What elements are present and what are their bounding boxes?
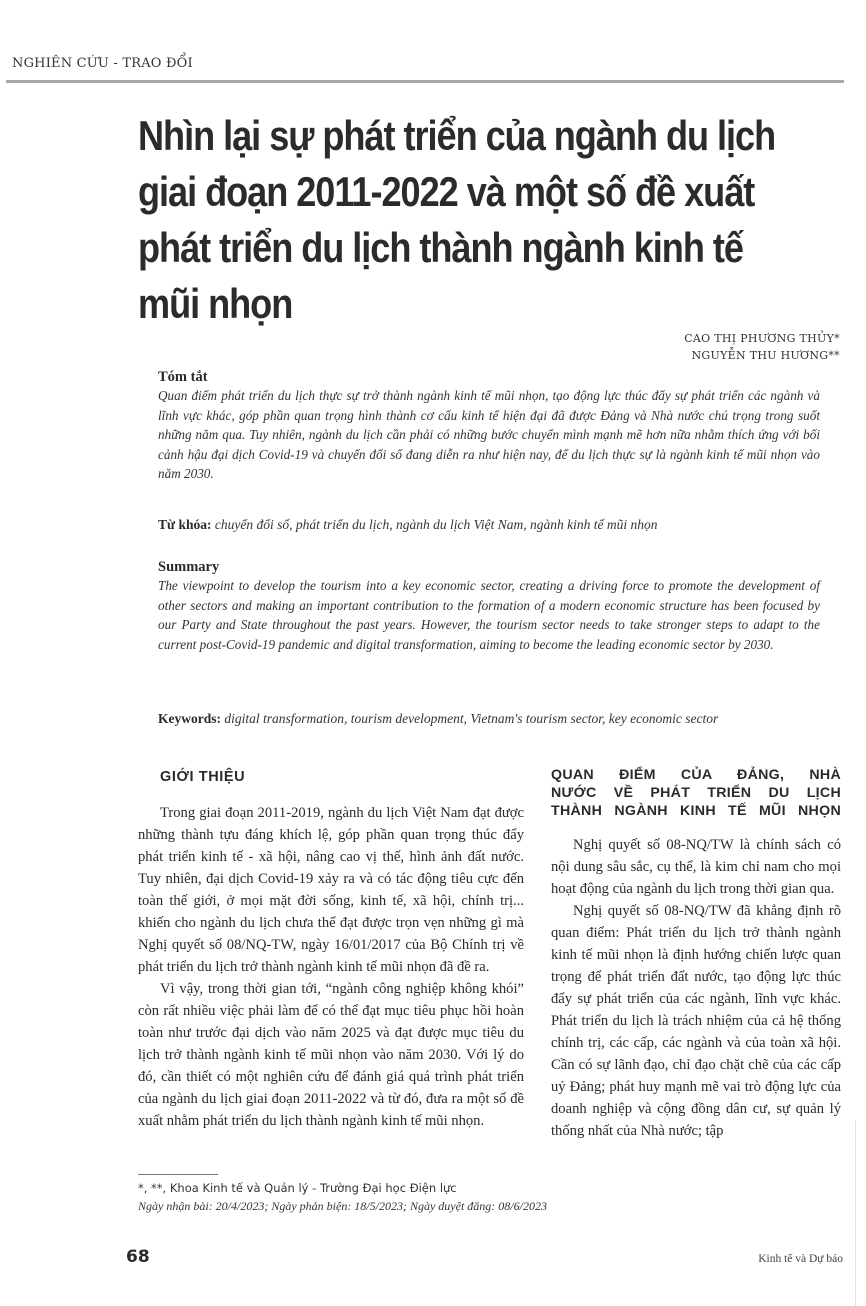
body-paragraph: Trong giai đoạn 2011-2019, ngành du lịch Việt Nam đạt được những thành tựu đáng khích lệ, góp phần quan trọng thúc đẩy phát triển kinh tế - xã hội, nâng cao vị thế, hình ảnh đất nước. Tuy nhiên, đại dịch Covid-19 xảy ra và có tác động tiêu cực đến toàn thế giới, ở mọi mặt đời sống, kinh tế, xã hội, chính trị... khiến cho ngành du lịch chưa thể đạt được trọn vẹn những gì mà Nghị quyết số 08/NQ-TW, ngày 16/01/2017 của Bộ Chính trị về phát triển du lịch trở thành ngành kinh tế mũi nhọn đã đề ra. <box>138 805 524 975</box>
page-edge-rule <box>855 1120 856 1306</box>
keywords-vietnamese <box>158 515 820 534</box>
footnote-affiliation: *, **, Khoa Kinh tế và Quản lý - Trường Đại học Điện lực <box>138 1181 457 1195</box>
footnote-dates: Ngày nhận bài: 20/4/2023; Ngày phản biện: 18/5/2023; Ngày duyệt đăng: 08/6/2023 <box>138 1199 547 1213</box>
section-heading-introduction: GIỚI THIỆU <box>160 769 246 785</box>
abstract-vietnamese <box>158 368 820 484</box>
footnote-rule <box>138 1174 218 1175</box>
abstract-text: Quan điểm phát triển du lịch thực sự trở thành ngành kinh tế mũi nhọn, tạo động lực thúc đẩy sự phát triển các ngành và lĩnh vực khác, góp phần quan trọng hình thành cơ cấu kinh tế hiện đại đã được Đảng và Nhà nước chú trọng trong suốt những năm qua. Tuy nhiên, ngành du lịch cần phải có những bước chuyển mình mạnh mẽ hơn nữa nhằm thích ứng với bối cảnh hậu đại dịch Covid-19 và chuyển đổi số đang diễn ra như hiện nay, để du lịch thực sự là ngành kinh tế mũi nhọn vào năm 2030. <box>158 388 820 481</box>
keywords-text: digital transformation, tourism development, Vietnam's tourism sector, key economic sector <box>224 711 719 726</box>
title-line: giai đoạn 2011-2022 và một số đề xuất <box>138 168 755 215</box>
section-heading-party-viewpoint <box>551 766 841 820</box>
body-paragraph: Nghị quyết số 08-NQ/TW là chính sách có nội dung sâu sắc, cụ thể, là kim chỉ nam cho mọi hoạt động của ngành du lịch trong thời gian qua. <box>551 837 841 897</box>
right-column <box>551 766 841 1142</box>
running-head-section: NGHIÊN CỨU - TRAO ĐỔI <box>12 56 193 71</box>
keywords-english <box>158 709 820 728</box>
body-paragraph: Vì vậy, trong thời gian tới, “ngành công nghiệp không khói” còn rất nhiều việc phải làm để có thể đạt mục tiêu phục hồi hoàn toàn như trước đại dịch vào năm 2025 và đạt được mục tiêu du lịch trở thành ngành kinh tế mũi nhọn vào năm 2030. Với lý do đó, cần thiết có một nghiên cứu để đánh giá quá trình phát triển của ngành du lịch giai đoạn 2011-2022 và từ đó, đưa ra một số đề xuất nhằm phát triển du lịch thành ngành kinh tế mũi nhọn. <box>138 981 524 1129</box>
keywords-text: chuyển đổi số, phát triển du lịch, ngành du lịch Việt Nam, ngành kinh tế mũi nhọn <box>214 517 658 532</box>
title-line: mũi nhọn <box>138 280 293 327</box>
title-line: phát triển du lịch thành ngành kinh tế <box>138 224 743 271</box>
heading-line: THÀNH NGÀNH KINH TẾ MŨI NHỌN <box>551 803 841 819</box>
summary-label: Summary <box>158 559 220 575</box>
summary-text: The viewpoint to develop the tourism into a key economic sector, creating a driving force to promote the development of other sectors and making an important contribution to the formation of a modern economic structure has been focused by our Party and State throughout the past years. However, the tourism sector needs to take stronger steps to adapt to the current post-Covid-19 pandemic and digital transformation, aiming to become the leading economic sector by 2030. <box>158 578 820 652</box>
title-line: Nhìn lại sự phát triển của ngành du lịch <box>138 112 776 159</box>
heading-line: QUAN ĐIỂM CỦA ĐẢNG, NHÀ <box>551 767 841 783</box>
author-name: CAO THỊ PHƯƠNG THỦY* <box>684 332 840 345</box>
heading-line: NƯỚC VỀ PHÁT TRIỂN DU LỊCH <box>551 785 841 801</box>
abstract-english <box>158 558 820 654</box>
keywords-label: Từ khóa: <box>158 517 212 532</box>
abstract-label: Tóm tắt <box>158 369 208 385</box>
page-number: 68 <box>126 1247 150 1267</box>
body-paragraph: Nghị quyết số 08-NQ/TW đã khẳng định rõ quan điểm: Phát triển du lịch trở thành ngành kinh tế mũi nhọn là định hướng chiến lược quan trọng để phát triển đất nước, tạo động lực thúc đẩy sự phát triển của các ngành, lĩnh vực khác. Phát triển du lịch là trách nhiệm của cả hệ thống chính trị, các cấp, các ngành và của toàn xã hội. Cần có sự lãnh đạo, chỉ đạo chặt chẽ của các cấp uỷ Đảng; phát huy mạnh mẽ vai trò động lực của doanh nghiệp và cộng đồng dân cư, sự quản lý thống nhất của Nhà nước; tập <box>551 903 841 1139</box>
left-column <box>138 766 524 1132</box>
header-rule <box>6 80 844 83</box>
keywords-label: Keywords: <box>158 711 221 726</box>
author-name: NGUYỄN THU HƯƠNG** <box>691 349 840 362</box>
article-title <box>138 108 843 332</box>
journal-name: Kinh tế và Dự báo <box>758 1253 843 1265</box>
author-list <box>684 330 840 364</box>
